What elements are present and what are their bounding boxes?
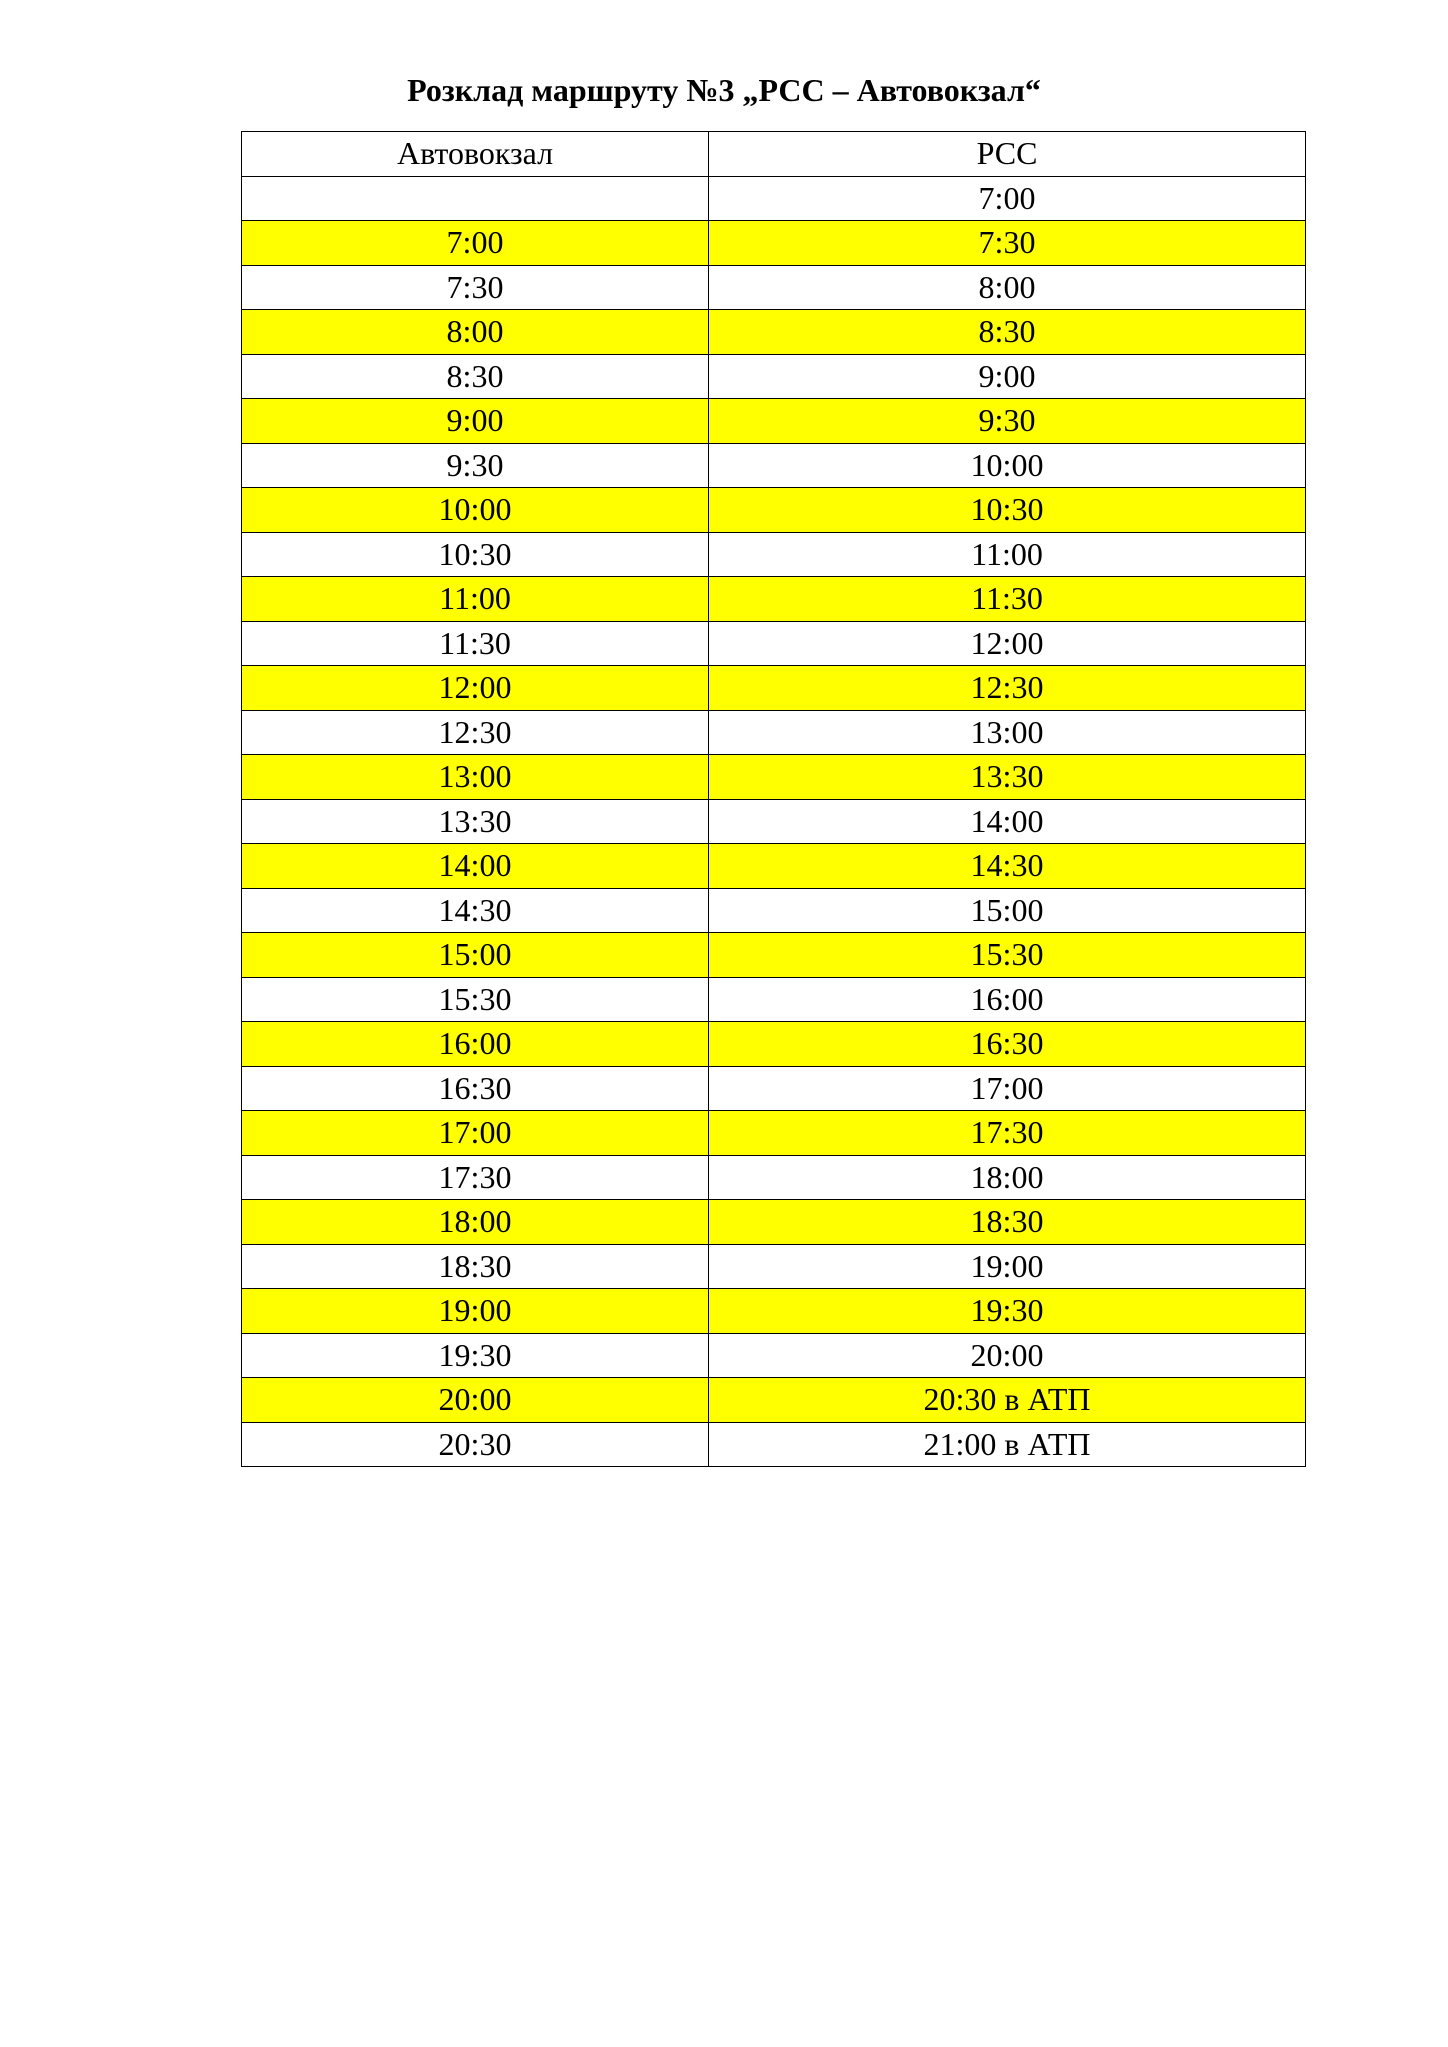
cell-rss-time: 20:00 (709, 1333, 1306, 1378)
table-row (242, 310, 1306, 355)
cell-rss-time: 7:30 (709, 221, 1306, 266)
cell-avtovokzal-time: 17:30 (242, 1155, 709, 1200)
table-row (242, 532, 1306, 577)
cell-rss-time: 11:00 (709, 532, 1306, 577)
table-row (242, 577, 1306, 622)
cell-avtovokzal-time: 19:30 (242, 1333, 709, 1378)
cell-rss-time: 21:00 в АТП (709, 1422, 1306, 1467)
cell-rss-time: 10:00 (709, 443, 1306, 488)
cell-rss-time: 18:30 (709, 1200, 1306, 1245)
cell-avtovokzal-time: 18:30 (242, 1244, 709, 1289)
column-header-avtovokzal: Автовокзал (242, 132, 709, 177)
cell-rss-time: 11:30 (709, 577, 1306, 622)
cell-rss-time: 14:30 (709, 844, 1306, 889)
cell-avtovokzal-time: 18:00 (242, 1200, 709, 1245)
cell-avtovokzal-time (242, 176, 709, 221)
cell-rss-time: 16:00 (709, 977, 1306, 1022)
cell-avtovokzal-time: 13:30 (242, 799, 709, 844)
cell-avtovokzal-time: 16:00 (242, 1022, 709, 1067)
cell-avtovokzal-time: 11:30 (242, 621, 709, 666)
table-row (242, 1155, 1306, 1200)
table-row (242, 488, 1306, 533)
cell-rss-time: 12:30 (709, 666, 1306, 711)
table-row (242, 1244, 1306, 1289)
table-row (242, 1022, 1306, 1067)
cell-avtovokzal-time: 10:30 (242, 532, 709, 577)
table-row (242, 176, 1306, 221)
table-row (242, 221, 1306, 266)
table-row (242, 265, 1306, 310)
table-row (242, 666, 1306, 711)
cell-rss-time: 7:00 (709, 176, 1306, 221)
cell-rss-time: 19:30 (709, 1289, 1306, 1334)
cell-avtovokzal-time: 14:00 (242, 844, 709, 889)
cell-avtovokzal-time: 10:00 (242, 488, 709, 533)
cell-avtovokzal-time: 9:30 (242, 443, 709, 488)
cell-avtovokzal-time: 15:00 (242, 933, 709, 978)
table-row (242, 933, 1306, 978)
table-row (242, 888, 1306, 933)
table-header-row (242, 132, 1306, 177)
cell-rss-time: 17:30 (709, 1111, 1306, 1156)
table-row (242, 1378, 1306, 1423)
cell-avtovokzal-time: 17:00 (242, 1111, 709, 1156)
cell-avtovokzal-time: 9:00 (242, 399, 709, 444)
cell-rss-time: 18:00 (709, 1155, 1306, 1200)
table-row (242, 354, 1306, 399)
cell-rss-time: 16:30 (709, 1022, 1306, 1067)
table-row (242, 1066, 1306, 1111)
cell-rss-time: 12:00 (709, 621, 1306, 666)
cell-avtovokzal-time: 20:30 (242, 1422, 709, 1467)
cell-rss-time: 13:00 (709, 710, 1306, 755)
cell-avtovokzal-time: 12:00 (242, 666, 709, 711)
cell-rss-time: 17:00 (709, 1066, 1306, 1111)
cell-rss-time: 15:00 (709, 888, 1306, 933)
table-row (242, 1200, 1306, 1245)
schedule-body (242, 176, 1306, 1467)
schedule-table (241, 131, 1306, 1467)
table-row (242, 443, 1306, 488)
cell-avtovokzal-time: 7:30 (242, 265, 709, 310)
column-header-rss: РСС (709, 132, 1306, 177)
cell-avtovokzal-time: 15:30 (242, 977, 709, 1022)
cell-avtovokzal-time: 14:30 (242, 888, 709, 933)
cell-rss-time: 14:00 (709, 799, 1306, 844)
cell-avtovokzal-time: 11:00 (242, 577, 709, 622)
table-row (242, 621, 1306, 666)
cell-avtovokzal-time: 19:00 (242, 1289, 709, 1334)
cell-avtovokzal-time: 16:30 (242, 1066, 709, 1111)
cell-avtovokzal-time: 20:00 (242, 1378, 709, 1423)
cell-rss-time: 20:30 в АТП (709, 1378, 1306, 1423)
table-row (242, 710, 1306, 755)
cell-rss-time: 9:00 (709, 354, 1306, 399)
cell-avtovokzal-time: 7:00 (242, 221, 709, 266)
table-row (242, 399, 1306, 444)
cell-rss-time: 9:30 (709, 399, 1306, 444)
table-row (242, 1289, 1306, 1334)
table-row (242, 844, 1306, 889)
cell-rss-time: 8:00 (709, 265, 1306, 310)
cell-avtovokzal-time: 12:30 (242, 710, 709, 755)
cell-rss-time: 19:00 (709, 1244, 1306, 1289)
table-row (242, 1111, 1306, 1156)
cell-avtovokzal-time: 8:00 (242, 310, 709, 355)
table-row (242, 1333, 1306, 1378)
cell-avtovokzal-time: 8:30 (242, 354, 709, 399)
cell-avtovokzal-time: 13:00 (242, 755, 709, 800)
table-row (242, 1422, 1306, 1467)
cell-rss-time: 10:30 (709, 488, 1306, 533)
cell-rss-time: 15:30 (709, 933, 1306, 978)
table-row (242, 755, 1306, 800)
table-row (242, 799, 1306, 844)
cell-rss-time: 8:30 (709, 310, 1306, 355)
page-title: Розклад маршруту №3 „РСС – Автовокзал“ (407, 72, 1041, 108)
table-row (242, 977, 1306, 1022)
cell-rss-time: 13:30 (709, 755, 1306, 800)
